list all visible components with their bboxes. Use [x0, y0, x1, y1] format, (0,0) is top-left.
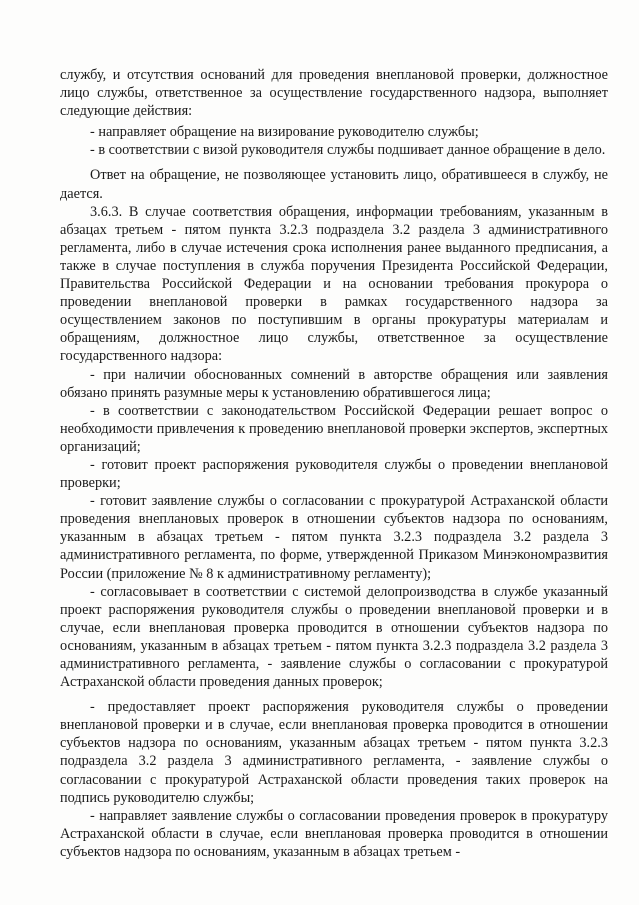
- list-item-send-application: - направляет заявление службы о согласовании проведения проверок в прокуратуру Астраханской области в случае, если внеплановая проверка проводится в отношении субъектов надзора по основаниям, указанным в абзацах третьем -: [60, 807, 608, 860]
- list-item-prosecutor-application: - готовит заявление службы о согласовании с прокуратурой Астраханской области проведения внеплановых проверок в отношении субъектов надзора по основаниям, указанным в абзацах третьем - пятом пункта 3.2.3 подраздела 3.2 раздела 3 административного регламента, по форме, утвержденной Приказом Минэкономразвития России (приложение № 8 к административному регламенту);: [60, 493, 608, 582]
- paragraph-section-3-6-3: 3.6.3. В случае соответствия обращения, информации требованиям, указанным в абзацах третьем - пятом пункта 3.2.3 подраздела 3.2 раздела 3 административного регламента, либо в случае истечения срока исполнения ранее выданного предписания, а также в случае поступления в служба поручения Президента Российской Федерации, Правительства Российской Федерации и на основании требования прокурора о проведении внеплановой проверки в рамках государственного надзора за осуществлением законов по поступившим в органы прокуратуры материалам и обращениям, должностное лицо службы, ответственное за осуществление государственного надзора:: [60, 203, 608, 365]
- list-item-file-appeal: - в соответствии с визой руководителя службы подшивает данное обращение в дело.: [90, 142, 606, 159]
- list-item-experts: - в соответствии с законодательством Российской Федерации решает вопрос о необходимости привлечения к проведению внеплановой проверки экспертов, экспертных организаций;: [60, 402, 608, 455]
- document-body: [60, 66, 608, 861]
- list-item-authorship-doubts: - при наличии обоснованных сомнений в авторстве обращения или заявления обязано принять разумные меры к установлению обратившегося лица;: [60, 366, 608, 401]
- list-item-submit-for-signature: - предоставляет проект распоряжения руководителя службы о проведении внеплановой проверки и в случае, если внеплановая проверка проводится в отношении субъектов надзора по основаниям, указанным абзацах третьем - пятом пункта 3.2.3 подраздела 3.2 раздела 3 административного регламента, - заявление службы о согласовании с прокуратурой Астраханской области проведения таких проверок на подпись руководителю службы;: [60, 699, 608, 806]
- list-item-send-for-visa: - направляет обращение на визирование руководителю службы;: [90, 124, 479, 141]
- paragraph-continuation: службу, и отсутствия оснований для проведения внеплановой проверки, должностное лицо службы, ответственное за осуществление государственного надзора, выполняет следующие действия:: [60, 67, 608, 120]
- paragraph-no-answer: Ответ на обращение, не позволяющее установить лицо, обратившееся в службу, не дается.: [60, 167, 608, 202]
- list-item-draft-order: - готовит проект распоряжения руководителя службы о проведении внеплановой проверки;: [60, 456, 608, 492]
- list-item-coordinate-draft: - согласовывает в соответствии с системой делопроизводства в службе указанный проект распоряжения руководителя службы о проведении внеплановой проверки и в случае, если внеплановая проверка проводится в отношении субъектов надзора по основаниям, указанным в абзацах третьем - пятом пункта 3.2.3 подраздела 3.2 раздела 3 административного регламента, - заявление службы о согласовании с прокуратурой Астраханской области проведения данных проверок;: [60, 583, 608, 691]
